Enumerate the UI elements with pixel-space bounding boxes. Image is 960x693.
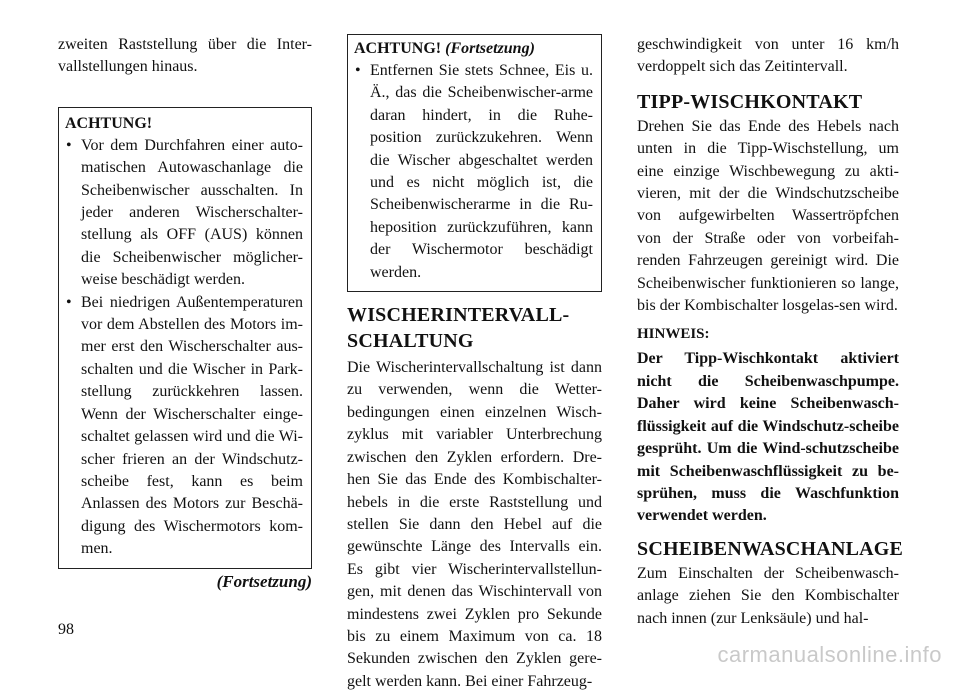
warning-box-continued [347,34,602,292]
warning-title-continued: (Fortsetzung) [445,40,535,57]
body-paragraph: Die Wischerintervallschaltung ist dann zu verwenden, wenn die Wetter-bedingungen einen einzelnen Wisch-zyklus mit variabler Unterbrechung zwischen den Zyklen erfordern. Dre-hen Sie das Ende des Kombischalter-hebels in die erste Raststellung und stellen Sie dann den Hebel auf die gewünschte Länge des Intervalls ein. Es gibt vier Wischerintervallstellun-gen, mit denen das Wischintervall von mindestens zwei Zyklen pro Sekunde bis zu einem Maximum von ca. 18 Sekunden zwischen den Zyklen gere-gelt werden kann. Bei einer Fahrzeug- [347,359,602,690]
section-heading-wischerintervall [347,302,602,354]
continued-note: (Fortsetzung) [216,571,312,591]
column-middle [347,34,602,693]
body-paragraph: Drehen Sie das Ende des Hebels nach unten in die Tipp-Wischstellung, um eine einzige Wischbewegung zu akti-vieren, mit der die Windschutzscheibe von aufgewirbelten Wassertröpfchen von der Straße oder von vorbeifah-renden Fahrzeugen gereinigt wird. Die Scheibenwischer funktionieren so lange, bis der Kombischalter losgelas-sen wird. [637,117,899,315]
bullet-icon: • [66,136,72,154]
bullet-icon: • [66,293,72,311]
warning-item-text: Vor dem Durchfahren einer auto-matischen Autowaschanlage die Scheibenwischer ausschalten. In jeder anderen Wischerschalter-stellung als OFF (AUS) können die Scheibenwischer möglicher-weise beschädigt werden. [81,136,303,289]
warning-title-text: ACHTUNG! [354,40,442,57]
warning-title [354,39,593,59]
section-heading-line: SCHALTUNG [347,330,474,353]
warning-item [354,60,593,284]
page-number: 98 [58,621,74,638]
warning-list [354,60,593,284]
section-heading-tipp-wischkontakt: TIPP-WISCHKONTAKT [637,90,863,113]
warning-item [65,292,303,561]
warning-title: ACHTUNG! [65,114,153,132]
watermark: carmanualsonline.info [717,642,942,667]
section-heading-scheibenwaschanlage: SCHEIBENWASCHANLAGE [637,537,904,560]
intro-paragraph: zweiten Raststellung über die Inter-vallstellungen hinaus. [58,36,312,76]
warning-box [58,107,312,569]
column-right [637,34,904,630]
warning-item-text: Bei niedrigen Außentemperaturen vor dem Abstellen des Motors im-mer erst den Wischerschalter aus-schalten und die Wischer in Park-stellung zurückkehren lassen. Wenn der Wischerschalter einge-schaltet gelassen wird und die Wi-scher frieren an der Windschutz-scheibe fest, kann es beim Anlassen des Motors zur Beschä-digung des Wischermotors kom-men. [81,293,303,558]
warning-item [65,135,303,292]
warning-item-text: Entfernen Sie stets Schnee, Eis u. Ä., das die Scheibenwischer-arme daran hindert, in die Ruhe-position zurückzukehren. Wenn die Wischer abgeschaltet werden und es nicht möglich ist, die Scheibenwischerarme in die Ru-heposition zurückzuführen, kann der Wischermotor beschädigt werden. [370,62,593,281]
column-left [58,34,312,593]
body-paragraph: Zum Einschalten der Scheibenwasch-anlage ziehen Sie den Kombischalter nach innen (zur Lenksäule) und hal- [637,564,899,627]
warning-list [65,135,303,561]
note-label: HINWEIS: [637,326,710,343]
note-text: Der Tipp-Wischkontakt aktiviert nicht die Scheibenwaschpumpe. Daher wird keine Scheibenwasch-flüssigkeit auf die Windschutz-scheibe gesprüht. Um die Wind-schutzscheibe mit Scheibenwaschflüssigkeit zu be-sprühen, muss die Waschfunktion verwendet werden. [637,350,899,525]
bullet-icon: • [355,62,361,79]
intro-paragraph: geschwindigkeit von unter 16 km/h verdoppelt sich das Zeitintervall. [637,36,899,76]
section-heading-line: WISCHERINTERVALL- [347,304,570,327]
